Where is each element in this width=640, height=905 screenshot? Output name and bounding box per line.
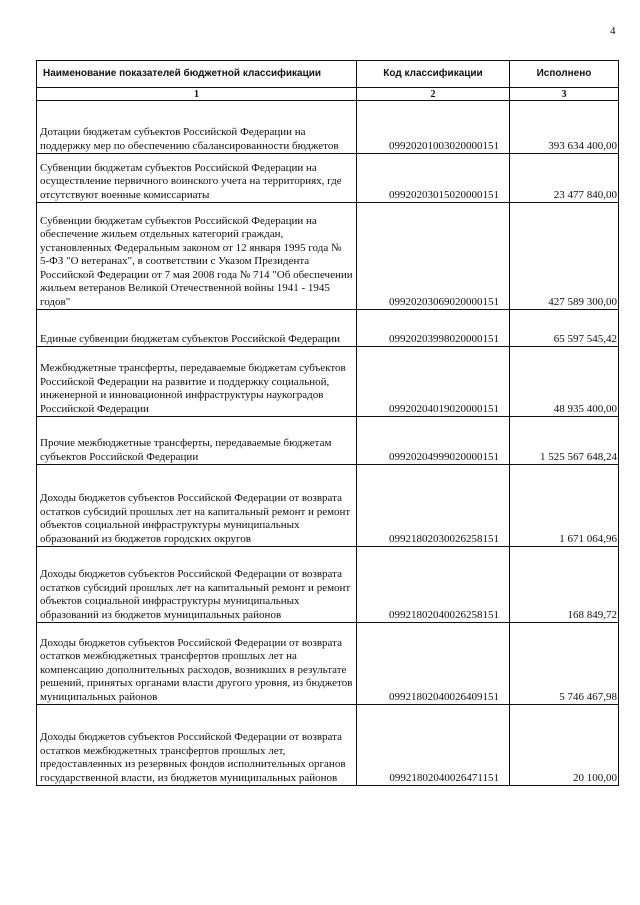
column-number-3: 3 xyxy=(510,88,619,101)
column-number-1: 1 xyxy=(37,88,357,101)
row-name: Прочие межбюджетные трансферты, передаваемые бюджетам субъектов Российской Федерации xyxy=(37,417,357,465)
row-amount: 427 589 300,00 xyxy=(510,203,619,310)
header-executed: Исполнено xyxy=(510,61,619,88)
row-amount: 65 597 545,42 xyxy=(510,310,619,347)
row-name: Межбюджетные трансферты, передаваемые бюджетам субъектов Российской Федерации на развитие и поддержку социальной, инженерной и инновационной инфраструктуры наукоградов Российской Федерации xyxy=(37,347,357,417)
row-amount: 1 525 567 648,24 xyxy=(510,417,619,465)
row-code: 09921802040026258151 xyxy=(357,547,510,623)
table-row xyxy=(37,465,619,547)
row-code: 09920203015020000151 xyxy=(357,154,510,203)
table-row xyxy=(37,417,619,465)
row-code: 09920204999020000151 xyxy=(357,417,510,465)
row-code: 09921802040026471151 xyxy=(357,705,510,786)
header-code: Код классификации xyxy=(357,61,510,88)
table-row xyxy=(37,623,619,705)
row-amount: 23 477 840,00 xyxy=(510,154,619,203)
table-row xyxy=(37,154,619,203)
row-amount: 1 671 064,96 xyxy=(510,465,619,547)
row-name: Доходы бюджетов субъектов Российской Федерации от возврата остатков межбюджетных трансфертов прошлых лет на компенсацию дополнительных расходов, возникших в результате решений, принятых органами власти другого уровня, из бюджетов муниципальных районов xyxy=(37,623,357,705)
row-name: Единые субвенции бюджетам субъектов Российской Федерации xyxy=(37,310,357,347)
row-name: Дотации бюджетам субъектов Российской Федерации на поддержку мер по обеспечению сбалансированности бюджетов xyxy=(37,101,357,154)
row-code: 09920203998020000151 xyxy=(357,310,510,347)
row-code: 09921802040026409151 xyxy=(357,623,510,705)
row-name: Субвенции бюджетам субъектов Российской Федерации на обеспечение жильем отдельных категорий граждан, установленных Федеральным законом от 12 января 1995 года № 5-ФЗ "О ветеранах", в соответствии с Указом Президента Российской Федерации от 7 мая 2008 года № 714 "Об обеспечении жильем ветеранов Великой Отечественной войны 1941 - 1945 годов" xyxy=(37,203,357,310)
row-amount: 393 634 400,00 xyxy=(510,101,619,154)
table-row xyxy=(37,347,619,417)
budget-table xyxy=(36,60,619,786)
row-amount: 5 746 467,98 xyxy=(510,623,619,705)
row-code: 09920203069020000151 xyxy=(357,203,510,310)
page-number: 4 xyxy=(610,25,616,37)
column-number-row xyxy=(37,88,619,101)
row-amount: 168 849,72 xyxy=(510,547,619,623)
row-amount: 48 935 400,00 xyxy=(510,347,619,417)
table-row xyxy=(37,310,619,347)
row-name: Субвенции бюджетам субъектов Российской Федерации на осуществление первичного воинского учета на территориях, где отсутствуют военные комиссариаты xyxy=(37,154,357,203)
table-row xyxy=(37,203,619,310)
header-name: Наименование показателей бюджетной классификации xyxy=(37,61,357,88)
row-name: Доходы бюджетов субъектов Российской Федерации от возврата остатков субсидий прошлых лет на капитальный ремонт и ремонт объектов социальной инфраструктуры муниципальных образований из бюджетов городских округов xyxy=(37,465,357,547)
table-header-row xyxy=(37,61,619,88)
row-amount: 20 100,00 xyxy=(510,705,619,786)
column-number-2: 2 xyxy=(357,88,510,101)
row-name: Доходы бюджетов субъектов Российской Федерации от возврата остатков субсидий прошлых лет на капитальный ремонт и ремонт объектов социальной инфраструктуры муниципальных образований из бюджетов муниципальных районов xyxy=(37,547,357,623)
row-code: 09920201003020000151 xyxy=(357,101,510,154)
table-row xyxy=(37,547,619,623)
row-code: 09921802030026258151 xyxy=(357,465,510,547)
table-row xyxy=(37,705,619,786)
row-name: Доходы бюджетов субъектов Российской Федерации от возврата остатков межбюджетных трансфертов прошлых лет, предоставленных из резервных фондов исполнительных органов государственной власти, из бюджетов муниципальных районов xyxy=(37,705,357,786)
row-code: 09920204019020000151 xyxy=(357,347,510,417)
table-row xyxy=(37,101,619,154)
